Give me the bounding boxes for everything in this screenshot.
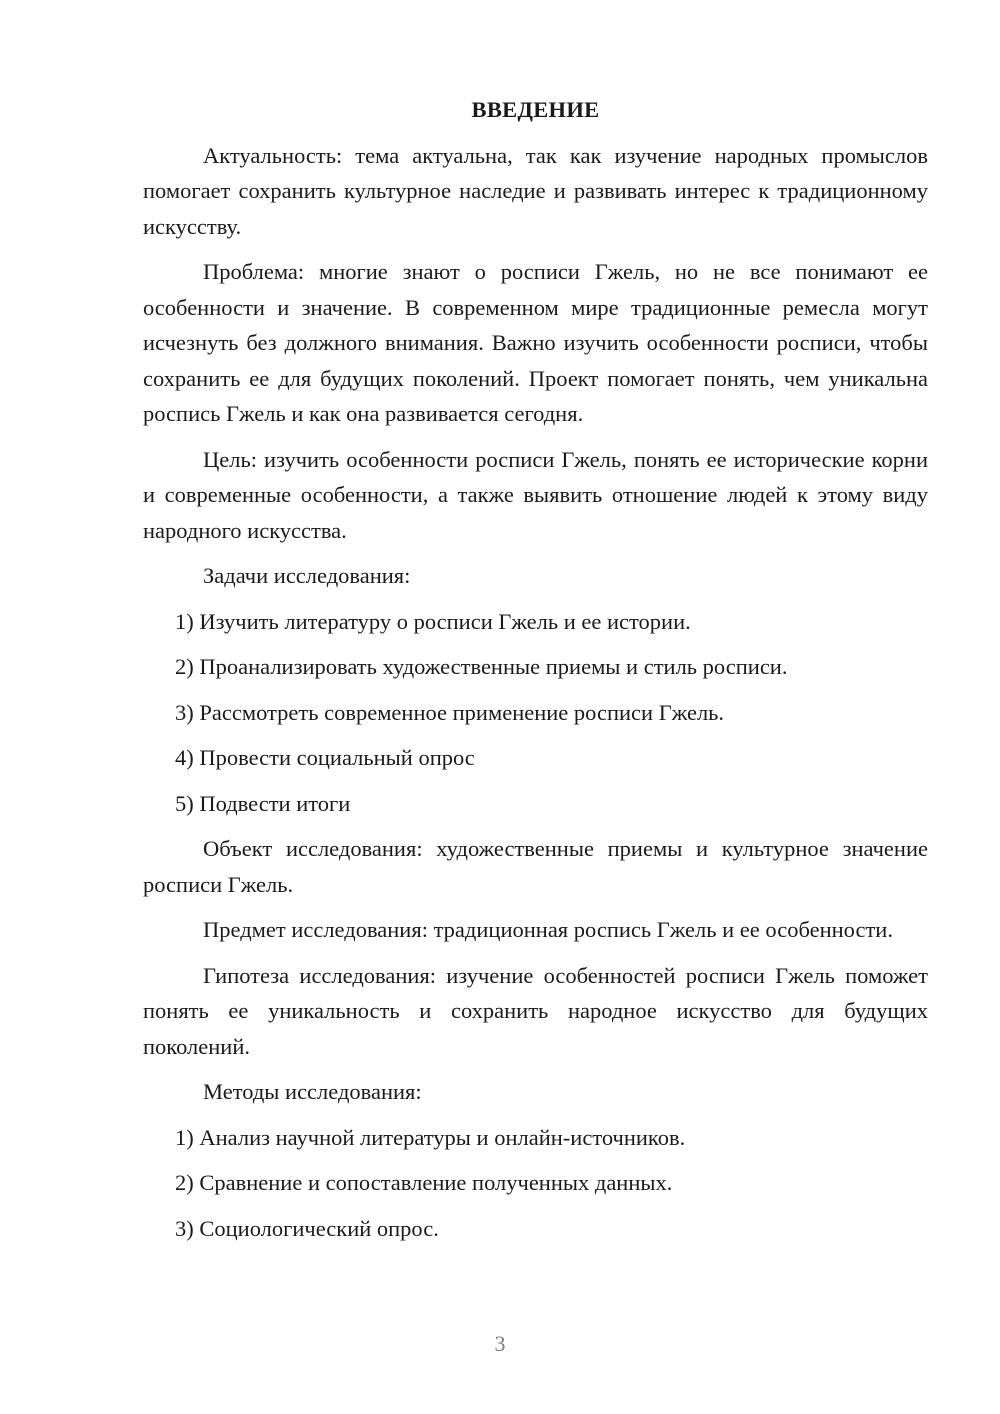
goal-paragraph: Цель: изучить особенности росписи Гжель, понять ее исторические корни и современные особенности, а также выявить отношение людей к этому виду народного искусства. xyxy=(143,446,928,543)
methods-heading: Методы исследования: xyxy=(203,1079,422,1104)
list-item: 2) Проанализировать художественные приемы и стиль росписи. xyxy=(175,654,788,679)
list-item: 3) Рассмотреть современное применение росписи Гжель. xyxy=(175,699,725,725)
page-title: ВВЕДЕНИЕ xyxy=(471,97,600,122)
list-item: 2) Сравнение и сопоставление полученных данных. xyxy=(175,1170,673,1195)
list-item: 5) Подвести итоги xyxy=(175,790,351,816)
page-content xyxy=(143,92,928,1256)
list-item: 1) Изучить литературу о росписи Гжель и ее истории. xyxy=(175,608,691,634)
hypothesis-paragraph: Гипотеза исследования: изучение особенностей росписи Гжель поможет понять ее уникальность и сохранить народное искусство для будущих поколений. xyxy=(143,962,928,1059)
relevance-paragraph: Актуальность: тема актуальна, так как изучение народных промыслов помогает сохранить культурное наследие и развивать интерес к традиционному искусству. xyxy=(143,142,928,239)
page-number: 3 xyxy=(494,1331,506,1356)
problem-paragraph: Проблема: многие знают о росписи Гжель, но не все понимают ее особенности и значение. В современном мире традиционные ремесла могут исчезнуть без должного внимания. Важно изучить особенности росписи, чтобы сохранить ее для будущих поколений. Проект помогает понять, чем уникальна роспись Гжель и как она развивается сегодня. xyxy=(143,259,928,426)
list-item: 1) Анализ научной литературы и онлайн-источников. xyxy=(175,1124,686,1150)
list-item: 4) Провести социальный опрос xyxy=(175,745,475,770)
list-item: 3) Социологический опрос. xyxy=(175,1215,439,1241)
subject-paragraph: Предмет исследования: традиционная роспись Гжель и ее особенности. xyxy=(203,917,893,942)
tasks-list xyxy=(143,604,928,822)
object-paragraph: Объект исследования: художественные приемы и культурное значение росписи Гжель. xyxy=(143,836,928,897)
methods-list xyxy=(143,1120,928,1247)
tasks-heading: Задачи исследования: xyxy=(203,563,411,588)
